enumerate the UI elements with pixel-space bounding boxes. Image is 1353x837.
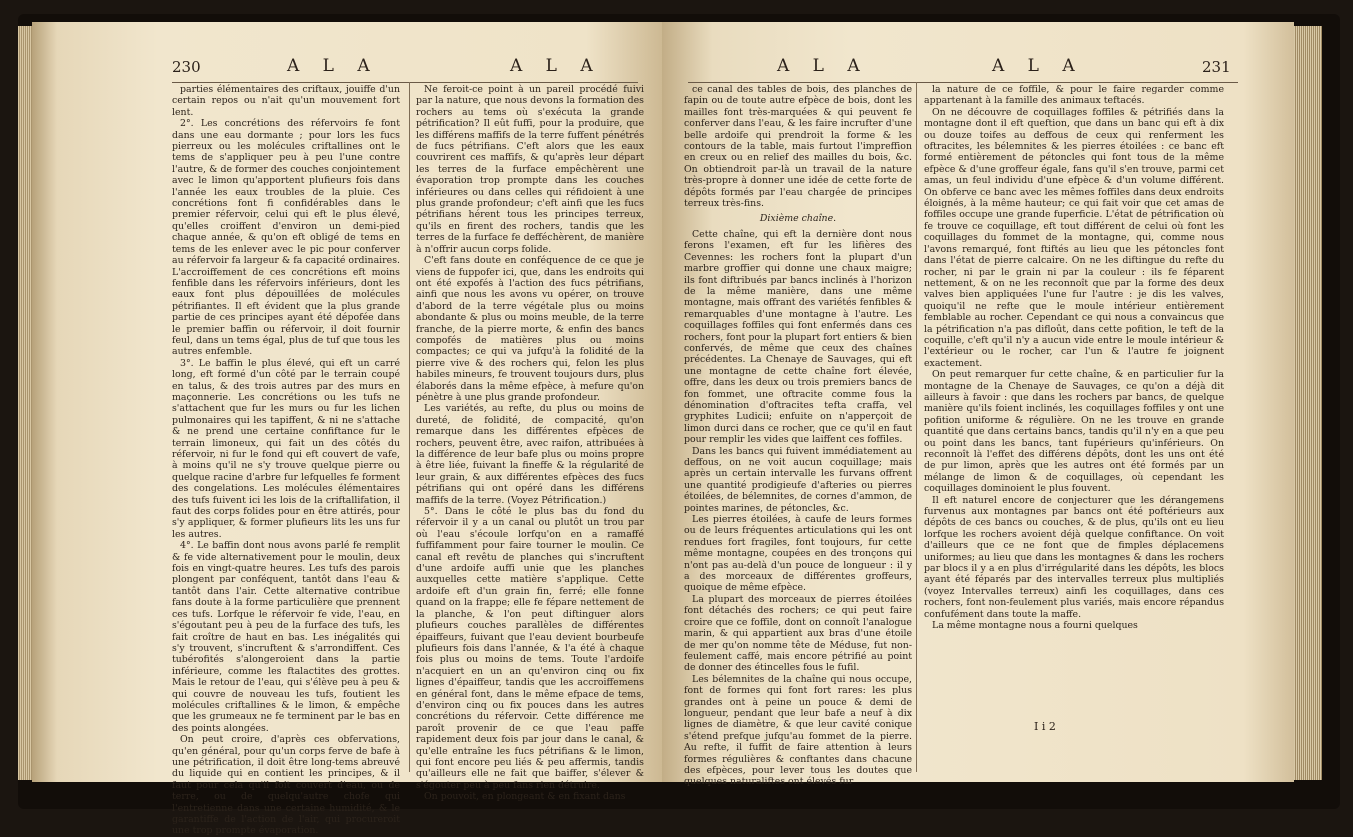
right-page-edges (1292, 26, 1322, 780)
paragraph: Dans les bancs qui fuivent immédiatement au deffous, on ne voit aucun coquillage; mais après un certain intervalle les furvans offrent une quantité prodigieufe d'afteries ou pierres étoilées, de bélemnites, de cornes d'ammon, de pointes marines, de pétoncles, &c. (684, 445, 912, 514)
left-running-head-2: A L A (510, 56, 602, 76)
left-column-1 (172, 84, 400, 837)
left-column-divider (409, 82, 410, 772)
paragraph: Les bélemnites de la chaîne qui nous occupe, font de formes qui font fort rares: les plus grandes ont à peine un pouce & demi de longueur, pendant que leur bafe a neuf à dix lignes de diamètre, & que leur cavité conique s'étend prefque jufqu'au fommet de la pierre. Au refte, il fuffit de faire attention à leurs formes régulières & conftantes dans chacune des efpèces, pour lever tous les doutes que quelques naturaliftes ont élevés fur (684, 673, 912, 788)
left-page-number: 230 (172, 58, 201, 76)
paragraph: Il eft naturel encore de conjecturer que les dérangemens furvenus aux montagnes par bancs ont été poftérieurs aux dépôts de ces bancs ou couches, & de plus, qu'ils ont eu lieu lorfque les rochers avoient déjà quelque confiftance. On voit d'ailleurs que ce ne font que de fimples déplacemens uniformes; au lieu que dans les montagnes & dans les rochers par blocs il y a en plus d'irrégularité dans les dépôts, les blocs ayant été féparés par des intervalles terreux plus multipliés (voyez Intervalles terreux) ainfi les coquillages, dans ces rochers, font non-feulement plus variés, mais encore répandus confufément dans toute la maffe. (924, 494, 1224, 620)
paragraph: On peut remarquer fur cette chaîne, & en particulier fur la montagne de la Chenaye de Sauvages, ce qu'on a déjà dit ailleurs à favoir : que dans les rochers par bancs, de quelque manière qu'ils foient inclinés, les coquillages foffiles y ont une pofition uniforme & régulière. On ne les trouve en grande quantité que dans certains bancs, tandis qu'il n'y en a que peu ou point dans les bancs, tant fupérieurs qu'inférieurs. On reconnoît là l'effet des différens dépôts, dont les uns ont été de pur limon, après que les autres ont été formés par un mélange de limon & de coquillages, où cependant les coquillages dominoient le plus fouvent. (924, 369, 1224, 495)
left-running-head-1: A L A (287, 56, 379, 76)
paragraph: On peut croire, d'après ces obfervations, qu'en général, pour qu'un corps ferve de bafe à une pétrification, il doit être long-tems abreuvé du liquide qui en contient les principes, & il faut pour cela qu'il foit couvert d'eau, ou de terre, ou de quelqu'autre chofe qui l'entretienne dans une certaine humidité, & le garantiffe de l'action de l'air, qui procureroit une trop prompte évaporation. (172, 734, 400, 837)
paragraph: Les pierres étoilées, à caufe de leurs formes ou de leurs fréquentes articulations qui les ont rendues fort fragiles, font toujours, fur cette même montagne, coupées en des tronçons qui n'ont pas au-delà d'un pouce de longueur : il y a des morceaux de différentes groffeurs, quoique de même efpèce. (684, 514, 912, 594)
paragraph: 3°. Le baffin le plus élevé, qui eft un carré long, eft formé d'un côté par le terrain coupé en talus, & des trois autres par des murs en maçonnerie. Les concrétions ou les tufs ne s'attachent que fur les murs ou fur les lichen pulmonaires qui les tapiffent, & ni ne s'attache & ne prend une certaine confiftance fur le terrain limoneux, qui fait un des côtés du réfervoir, ni fur le fond qui eft couvert de vafe, à moins qu'il ne s'y trouve quelque pierre ou quelque racine d'arbre fur lefquelles fe forment des congelations. Les molécules élémentaires des tufs fuivent ici les lois de la criftallifation, il faut des corps folides pour en être attirés, pour s'y appliquer, & former plufieurs lits les uns fur les autres. (172, 357, 400, 540)
paragraph: ce canal des tables de bois, des planches de fapin ou de toute autre efpèce de bois, dont les mailles font très-marquées & qui peuvent fe conferver dans l'eau, & les faire incrufter d'une belle ardoife qui prendroit la forme & les contours de la table, mais furtout l'impreffion en creux ou en relief des mailles du bois, &c. On obtiendroit par-là un travail de la nature très-propre à donner une idée de cette forte de dépôts formés par l'eau chargée de principes terreux très-fins. (684, 84, 912, 210)
right-column-divider (916, 82, 917, 772)
paragraph: La plupart des morceaux de pierres étoilées font détachés des rochers; ce qui peut faire croire que ce foffile, dont on connoît l'analogue marin, & qui appartient aux bras d'une étoile de mer qu'on nomme tête de Méduse, fut non-feulement caffé, mais encore pétrifié au point de donner des étincelles fous le fufil. (684, 593, 912, 674)
paragraph: parties élémentaires des criftaux, jouiffe d'un certain repos ou n'ait qu'un mouvement fort lent. (172, 84, 400, 118)
right-page (662, 22, 1294, 788)
paragraph: La même montagne nous a fourni quelques (932, 620, 1138, 632)
right-running-head-1: A L A (777, 56, 869, 76)
signature-mark: I i 2 (1034, 720, 1056, 733)
left-page (32, 22, 662, 837)
right-column-2 (924, 84, 1224, 714)
paragraph: la nature de ce foffile, & pour le faire regarder comme appartenant à la famille des animaux teftacés. (924, 84, 1224, 107)
paragraph: Les variétés, au refte, du plus ou moins de dureté, de folidité, de compacité, qu'on remarque dans les différentes efpèces de rochers, peuvent être, avec raifon, attribuées à la différence de leur bafe plus ou moins propre à être liée, fuivant la fineffe & la régularité de leur grain, & aux différentes efpèces des fucs pétrifians qui ont opéré dans les différens maffifs de la terre. (Voyez Pétrification.) (416, 403, 644, 506)
paragraph: 2°. Les concrétions des réfervoirs fe font dans une eau dormante ; pour lors les fucs pierreux ou les molécules criftallines ont le tems de s'appliquer peu à peu l'une contre l'autre, & de former des couches conjointement avec le limon qu'apportent plufieurs fois dans l'année les eaux troubles de la pluie. Ces concrétions font fi confidérables dans le premier réfervoir, celui qui eft le plus élevé, qu'elles croiffent d'environ un demi-pied chaque année, & qu'on eft obligé de tems en tems de les enlever avec le pic pour conferver au réfervoir fa largeur & fa capacité ordinaires. L'accroiffement de ces concrétions eft moins fenfible dans les réfervoirs inférieurs, dont les eaux font plus dépouillées de molécules pétrifiantes. Il eft évident que la plus grande partie de ces principes ayant été dépofée dans le premier baffin ou réfervoir, il doit fournir feul, dans un tems égal, plus de tuf que tous les autres enfemble. (172, 118, 400, 358)
paragraph: Cette chaîne, qui eft la dernière dont nous ferons l'examen, eft fur les lifières des Cevennes: les rochers font la plupart d'un marbre groffier qui donne une chaux maigre; ils font diftribués par bancs inclinés à l'horizon de la même manière, dans une même montagne, mais offrant des variétés fenfibles & remarquables d'une montagne à l'autre. Les coquillages foffiles qui font enfermés dans ces rochers, font pour la plupart fort entiers & bien confervés, de même que ceux des chaînes précédentes. La Chenaye de Sauvages, qui eft une montagne de cette chaîne fort élevée, offre, dans les deux ou trois premiers bancs de fon fommet, une oftracite comme fous la dénomination d'oftracites tefta craffa, vel gryphites Ludicii; enfuite on n'apperçoit de limon durci dans ce rocher, que ce qu'il en faut pour remplir les vides que laiffent ces foffiles. (684, 228, 912, 446)
paragraph: Ne feroit-ce point à un pareil procédé fuivi par la nature, que nous devons la formation des rochers au tems où s'exécuta la grande pétrification? Il eût fuffi, pour la produire, que les différens maffifs de la terre fuffent pénétrés de fucs pétrifians. C'eft alors que les eaux couvrirent ces maffifs, & qu'après leur départ les terres de la furface empêchèrent une évaporation trop prompte dans les couches inférieures ou dans celles qui réfidoient à une plus grande profondeur; c'eft ainfi que les fucs pétrifians hérent tous les principes terreux, qu'ils en firent des rochers, tandis que les terres de la furface fe defféchèrent, de manière à n'offrir aucun corps folide. (416, 84, 644, 255)
paragraph: C'eft fans doute en conféquence de ce que je viens de fuppofer ici, que, dans les endroits qui ont été expofés à l'action des fucs pétrifians, ainfi que nous les avons vu opérer, on trouve d'abord de la terre végétale plus ou moins abondante & plus ou moins meuble, de la terre franche, de la pierre morte, & enfin des bancs compofés de matières plus ou moins compactes; ce qui va jufqu'à la folidité de la pierre vive & des rochers qui, felon les plus habiles mineurs, fe trouvent toujours durs, plus élaborés dans la même efpèce, à mefure qu'on pénètre à une plus grande profondeur. (416, 255, 644, 403)
left-column-2 (416, 84, 644, 803)
paragraph: 4°. Le baffin dont nous avons parlé fe remplit & fe vide alternativement pour le moulin, deux fois en vingt-quatre heures. Les tufs des parois plongent par conféquent, tantôt dans l'eau & tantôt dans l'air. Cette alternative contribue fans doute à la forme particulière que prennent ces tufs. Lorfque le réfervoir fe vide, l'eau, en s'égoutant peu à peu de la furface des tufs, les fait croître de haut en bas. Les inégalités qui s'y trouvent, s'incruftent & s'arrondiffent. Ces tubérofités s'alongeroient dans la partie inférieure, comme les ftalactites des grottes. Mais le retour de l'eau, qui s'élève peu à peu & qui couvre de nouveau les tufs, foutient les molécules criftallines & le limon, & empêche que les grumeaux ne fe terminent par le bas en des points alongées. (172, 540, 400, 734)
paragraph: 5°. Dans le côté le plus bas du fond du réfervoir il y a un canal ou plutôt un trou par où l'eau s'écoule lorfqu'on en a ramaffé fuffifamment pour faire tourner le moulin. Ce canal eft revêtu de planches qui s'incruftent d'une ardoife auffi unie que les planches auxquelles cette matière s'applique. Cette ardoife eft d'un grain fin, ferré; elle fonne quand on la frappe; elle fe fépare nettement de la planche, & l'on peut diftinguer alors plufieurs couches parallèles de différentes épaiffeurs, fuivant que l'eau devient bourbeufe plufieurs fois dans l'année, & l'a été à chaque fois plus ou moins de tems. Toute l'ardoife n'acquiert en un an qu'environ cinq ou fix lignes d'épaiffeur, tandis que les accroiffemens en général font, dans le même efpace de tems, d'environ cinq ou fix pouces dans les autres concrétions du réfervoir. Cette différence me paroît provenir de ce que l'eau paffe rapidement deux fois par jour dans le canal, & qu'elle entraîne les fucs pétrifians & le limon, qui font encore peu liés & peu affermis, tandis qu'ailleurs elle ne fait que baiffer, s'élever & s'égouter peu à peu fans rien détruire. (416, 506, 644, 791)
right-header-rule (688, 82, 1238, 83)
right-column-1 (684, 84, 912, 788)
right-running-head-2: A L A (992, 56, 1084, 76)
paragraph: On pouvoit, en plongeant & en fixant dans (424, 791, 626, 803)
right-page-number: 231 (1202, 58, 1231, 76)
paragraph: On ne découvre de coquillages foffiles & pétrifiés dans la montagne dont il eft queftion, que dans un banc qui eft à dix ou douze toifes au deffous de ceux qui renferment les oftracites, les bélemnites & les pierres étoilées : ce banc eft formé entièrement de pétoncles qui font tous de la même efpèce & d'une groffeur égale, fans qu'il s'en trouve, parmi cet amas, un feul individu d'une efpèce & d'un volume différent. On obferve ce banc avec les mêmes foffiles dans deux endroits éloignés, à la même hauteur; ce qui fait voir que cet amas de foffiles occupe une grande fuperficie. L'état de pétrification où fe trouve ce coquillage, eft tout différent de celui où font les coquillages du fommet de la montagne, qui, comme nous l'avons remarqué, font ftiftés au lieu que les pétoncles font dans l'état de pierre calcaire. On ne les diftingue du refte du rocher, ni par le grain ni par la couleur : ils fe féparent nettement, & on ne les reconnoît que par la forme des deux valves bien appliquées l'une fur l'autre : je dis les valves, quoiqu'il ne refte que le moule intérieur entièrement femblable au rocher. Cependant ce qui nous a convaincus que la pétrification n'a pas difloût, dans cette pofition, le teft de la coquille, c'eft qu'il n'y a aucun vide entre le moule intérieur & l'extérieur ou le rocher, car l'un & l'autre fe joignent exactement. (924, 106, 1224, 369)
left-header-rule (172, 82, 638, 83)
section-heading: Dixième chaîne. (759, 213, 837, 225)
